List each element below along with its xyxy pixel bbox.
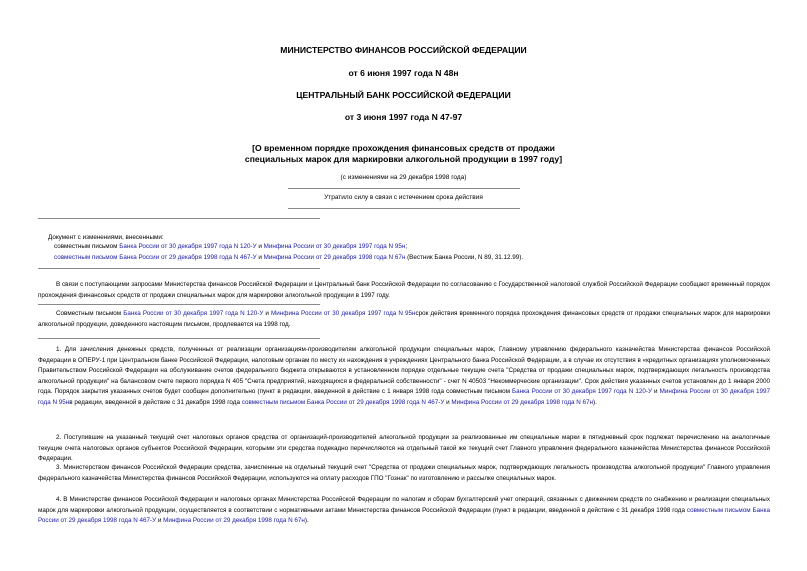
link-bank-467u[interactable]: совместным письмом Банка России от 29 декабря 1998 года N 467-У <box>54 254 257 261</box>
link-minfin-67n[interactable]: Минфина России от 29 декабря 1998 года N 67н <box>451 398 594 406</box>
point-1-text: 1. Для зачисления денежных средств, полученных от реализации организациям-производителям алкогольной продукции специальных марок, Главному управлению федерального казначейства Министерства финансов Российской Федерации в ОПЕРУ-1 при Центральном банке Российской Федерации, налоговым органам по месту их нахождения в учреждениях Центрального банка Российской Федерации, а в случае их отсутствия в «кредитных организациях уполномоченных Правительством Российской Федерации на обслуживание счетов федерального бюджета открываются в установленном порядке отдельные текущие счета "Средства от продажи специальных марок, подтверждающих легальность производства алкогольной продукции" на балансовом счете первого порядка N 405 "Счета предприятий, находящихся в федеральной собственности" - счет N 40503 "Некоммерческие организации". Срок действия указанных счетов установлен до 1 января 2000 года. Порядок закрытия указанных счетов будет сообщен дополнительно (пункт в редакции, введенной в действие с 1 января 1998 года совместным письмом <box>38 346 770 395</box>
expired-note: Утратило силу в связи с истечением срока действия <box>324 194 483 201</box>
document-title-line1: [О временном порядке прохождения финансовых средств от продажи <box>252 143 555 153</box>
ministry-heading: МИНИСТЕРСТВО ФИНАНСОВ РОССИЙСКОЙ ФЕДЕРАЦИИ <box>280 45 527 55</box>
link-bank-120u[interactable]: Банка России от 30 декабря 1997 года N 120-У <box>511 388 652 395</box>
point-1-mid2: в редакции, введенной в действие с 31 декабря 1998 года <box>69 398 242 406</box>
link-minfin-67n[interactable]: Минфина России от 29 декабря 1998 года N 67н <box>163 517 305 524</box>
link-bank-467u[interactable]: совместным письмом Банка России от 29 декабря 1998 года N 467-У <box>38 506 770 524</box>
amendment-item-1-mid: и <box>256 243 264 250</box>
link-minfin-95n[interactable]: Минфина России от 30 декабря 1997 года N 95н <box>38 388 770 406</box>
amendment-item-1-prefix: совместным письмом <box>54 243 120 250</box>
point-1 <box>38 345 770 408</box>
document-title-line2: специальных марок для маркировки алкогольной продукции в 1997 году] <box>244 154 563 164</box>
link-minfin-67n[interactable]: Минфина России от 29 декабря 1998 года N 67н <box>263 254 406 261</box>
point-2: 2. Поступившие на указанный текущий счет налоговых органов средства от организаций-производителей алкогольной продукции за реализованные им специальные марки в пятидневный срок подлежат перечислению на аналогичные текущие счета налоговых органов субъектов Российской Федерации, которыми эти средства подекадно перечисляются на отдельный такой же текущий счет Главного управления федерального казначейства Министерства финансов Российской Федерации. <box>38 434 770 462</box>
link-bank-467u[interactable]: совместным письмом Банка России от 29 декабря 1998 года N 467-У <box>241 398 445 406</box>
joint-letter-prefix: Совместным письмом <box>56 310 124 317</box>
point-4 <box>38 495 770 527</box>
point-1-mid1: и <box>651 388 660 395</box>
amendment-item-2-suffix: (Вестник Банка России, N 89, 31.12.99). <box>405 254 524 261</box>
divider <box>288 208 520 209</box>
link-minfin-95n[interactable]: Минфина России от 30 декабря 1997 года N 95н <box>271 310 416 317</box>
amendment-item-1-suffix: ; <box>405 243 408 250</box>
intro-paragraph: В связи с поступающими запросами Министерства финансов Российской Федерации и Центральный банк Российской Федерации по согласованию с Государственной налоговой службой Российской Федерации сообщают временный порядок прохождения финансовых средств от продажи специальных марок для маркировки алкогольной продукции в 1997 году. <box>38 281 770 299</box>
divider <box>38 338 320 339</box>
amendment-item-2 <box>54 253 523 263</box>
divider <box>38 218 320 219</box>
joint-letter-suffix: срок действия временного порядка прохождения финансовых средств от продажи специальных марок для маркировки алкогольной продукции, доведенного настоящим письмом, продлевается на 1998 год. <box>38 310 770 328</box>
bank-date: от 3 июня 1997 года N 47-97 <box>344 112 463 122</box>
point-4-mid: и <box>156 517 164 524</box>
joint-letter-note <box>38 309 770 330</box>
amendments-intro: Документ с изменениями, внесенными: <box>48 234 164 241</box>
point-4-suffix: ). <box>304 517 309 524</box>
divider <box>38 268 320 269</box>
divider <box>288 188 520 189</box>
point-3: 3. Министерством финансов Российской Федерации средства, зачисленные на отдельный текущий счет "Средства от продажи специальных марок, подтверждающих легальность производства алкогольной продукции" Главного управления федерального казначейства Министерства финансов Российской Федерации, используются на оплату расходов ГПО "Гознак" по изготовлению и рассылке специальных марок. <box>38 464 770 482</box>
point-4-text: 4. В Министерстве финансов Российской Федерации и налоговых органах Министерства Российской Федерации по налогам и сборам бухгалтерский учет операций, связанных с движением средств по снабжению и реализации специальных марок для маркировки алкогольной продукции, осуществляется в соответствии с нормативными актами Министерства финансов Российской Федерации (пункт в редакции, введенной в действие с 31 декабря 1998 года <box>38 496 770 514</box>
point-1-mid3: и <box>444 398 452 406</box>
changes-note: (с изменениями на 29 декабря 1998 года) <box>340 174 467 181</box>
ministry-date: от 6 июня 1997 года N 48н <box>348 68 459 78</box>
point-1-suffix: ). <box>593 398 597 406</box>
link-minfin-95n[interactable]: Минфина России от 30 декабря 1997 года N 95н <box>263 243 406 250</box>
joint-letter-mid: и <box>263 310 272 317</box>
bank-heading: ЦЕНТРАЛЬНЫЙ БАНК РОССИЙСКОЙ ФЕДЕРАЦИИ <box>296 90 511 100</box>
divider <box>38 304 320 305</box>
amendment-item-2-mid: и <box>256 254 264 261</box>
link-bank-120u[interactable]: Банка России от 30 декабря 1997 года N 120-У <box>123 310 264 317</box>
amendment-item-1 <box>54 242 407 252</box>
link-bank-120u[interactable]: Банка России от 30 декабря 1997 года N 120-У <box>119 243 257 250</box>
